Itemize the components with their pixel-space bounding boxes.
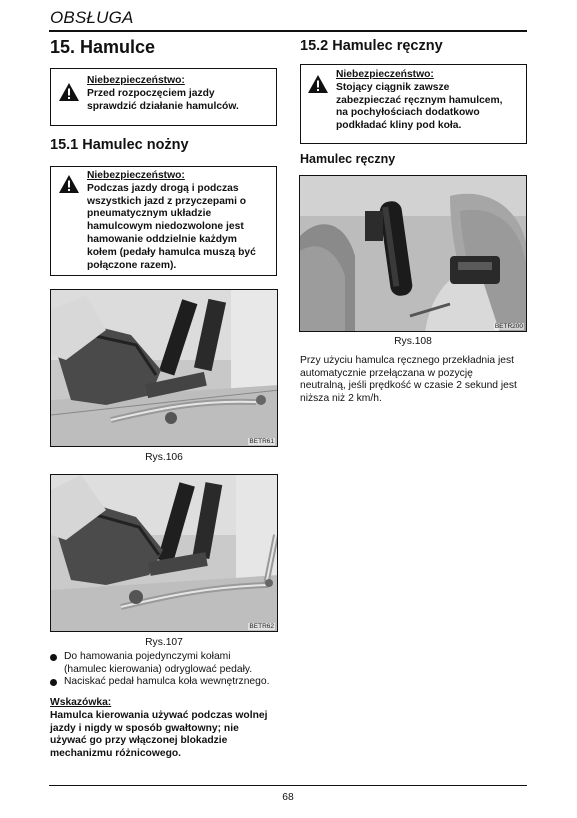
warning-text xyxy=(87,170,256,272)
figure-106-foot-brake-pedals xyxy=(50,289,278,447)
warning-line: Stojący ciągnik zawsze xyxy=(336,81,450,93)
figure-code: BETR200 xyxy=(494,323,523,330)
paragraph-line: neutralną, jeśli prędkość w czasie 2 sekund jest xyxy=(300,380,517,392)
warning-box-brakes-check xyxy=(50,68,277,126)
foot-brake-pedal-photo xyxy=(51,290,278,447)
warning-text xyxy=(87,75,239,113)
header-rule xyxy=(49,30,527,32)
paragraph-line: automatycznie przełączana w pozycję xyxy=(300,367,473,379)
warning-line: hamowanie oddzielnie każdym xyxy=(87,233,237,245)
bullet-dot-icon xyxy=(50,679,57,686)
figure-107-unlocked-pedals xyxy=(50,474,278,632)
section-title-foot-brake: 15.1 Hamulec nożny xyxy=(50,137,189,153)
unlocked-pedals-photo xyxy=(51,475,278,632)
warning-line: podkładać kliny pod koła. xyxy=(336,120,462,132)
warning-box-foot-brake xyxy=(50,166,277,276)
list-item-line: (hamulec kierowania) odryglować pedały. xyxy=(64,663,253,675)
warning-label: Niebezpieczeństwo: xyxy=(87,170,185,181)
note-line: używać go przy włączonej blokadzie xyxy=(50,735,228,747)
warning-label: Niebezpieczeństwo: xyxy=(336,69,434,80)
warning-line: na pochyłościach dodatkowo xyxy=(336,107,480,119)
figure-code: BETR61 xyxy=(249,438,274,445)
warning-box-hand-brake xyxy=(300,64,527,144)
section-title-hand-brake: 15.2 Hamulec ręczny xyxy=(300,38,443,54)
figure-caption: Rys.107 xyxy=(145,637,183,648)
note-line: mechanizmu różnicowego. xyxy=(50,747,182,759)
warning-triangle-icon xyxy=(58,82,80,102)
figure-code: BETR62 xyxy=(249,623,274,630)
warning-line: połączone razem). xyxy=(87,259,177,271)
warning-line: Podczas jazdy drogą i podczas xyxy=(87,182,239,194)
paragraph-line: niższa niż 2 km/h. xyxy=(300,392,382,404)
note-line: Hamulca kierowania używać podczas wolnej xyxy=(50,710,268,721)
warning-label: Niebezpieczeństwo: xyxy=(87,75,185,86)
warning-line: hamulcowym niedozwolone jest xyxy=(87,221,244,233)
warning-line: Przed rozpoczęciem jazdy xyxy=(87,87,215,99)
chapter-title: 15. Hamulce xyxy=(50,37,156,57)
warning-text xyxy=(336,69,503,133)
section-header: OBSŁUGA xyxy=(50,8,134,27)
warning-line: zabezpieczać ręcznym hamulcem, xyxy=(336,94,503,106)
footer-rule xyxy=(49,785,527,786)
hand-brake-lever-photo xyxy=(300,176,527,332)
list-item xyxy=(50,651,290,676)
note-label: Wskazówka: xyxy=(50,697,112,708)
figure-108-hand-brake-lever xyxy=(299,175,527,332)
list-item-line: Do hamowania pojedynczymi kołami xyxy=(64,651,231,662)
list-item-line: Naciskać pedał hamulca koła wewnętrznego. xyxy=(64,676,270,687)
warning-line: sprawdzić działanie hamulców. xyxy=(87,100,239,112)
figure-caption: Rys.106 xyxy=(145,452,183,463)
warning-line: pneumatycznym układzie xyxy=(87,208,212,220)
list-item xyxy=(50,676,290,689)
page-number: 68 xyxy=(282,792,294,803)
bullet-dot-icon xyxy=(50,654,57,661)
subheading-hand-brake: Hamulec ręczny xyxy=(300,152,396,166)
warning-triangle-icon xyxy=(58,174,80,194)
figure-caption: Rys.108 xyxy=(394,336,432,347)
note-text xyxy=(50,710,290,760)
hand-brake-paragraph xyxy=(300,355,532,405)
paragraph-line: Przy użyciu hamulca ręcznego przekładnia jest xyxy=(300,355,515,366)
warning-triangle-icon xyxy=(307,74,329,94)
warning-line: kołem (pedały hamulca muszą być xyxy=(87,246,256,258)
warning-line: wszystkich jazd z przyczepami o xyxy=(87,195,247,207)
note-line: jazdy i nigdy w sposób gwałtowny; nie xyxy=(50,722,239,734)
